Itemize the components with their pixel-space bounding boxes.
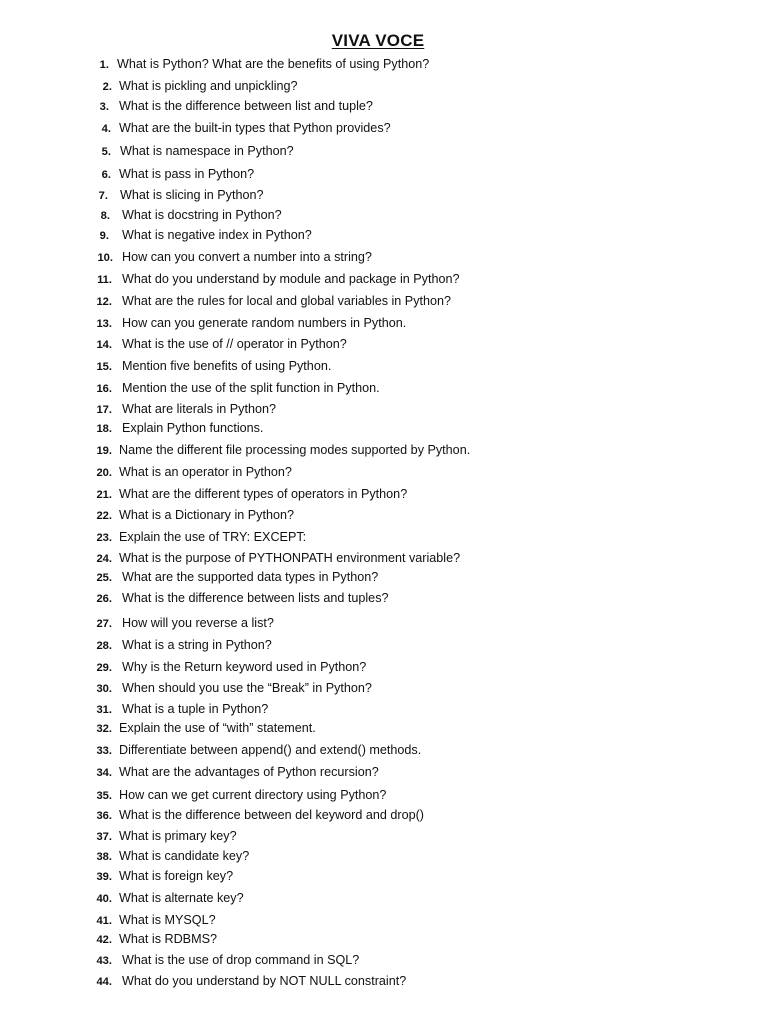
- question-item: [0, 96, 373, 116]
- question-item: [0, 740, 421, 760]
- question-item: [0, 910, 216, 930]
- question-text: Name the different file processing modes supported by Python.: [119, 443, 471, 457]
- question-text: What is the use of // operator in Python?: [122, 337, 347, 351]
- question-item: [0, 356, 331, 376]
- question-item: [0, 440, 470, 460]
- question-number: 25.: [96, 572, 112, 584]
- question-number: 34.: [96, 767, 112, 779]
- question-item: [0, 805, 424, 825]
- question-text: What is negative index in Python?: [122, 228, 312, 242]
- question-number: 35.: [96, 790, 112, 802]
- question-number: 19.: [96, 445, 112, 457]
- question-text: What are the supported data types in Python?: [122, 570, 379, 584]
- question-number: 41.: [96, 915, 112, 927]
- question-number: 12.: [96, 296, 112, 308]
- question-item: [0, 613, 274, 633]
- question-item: [0, 269, 459, 289]
- question-item: [0, 418, 263, 438]
- question-item: [0, 141, 294, 161]
- question-text: What is pass in Python?: [119, 167, 255, 181]
- question-item: [0, 567, 378, 587]
- question-number: 31.: [96, 704, 112, 716]
- question-text: What is the difference between list and tuple?: [119, 99, 373, 113]
- question-text: What is a string in Python?: [122, 638, 272, 652]
- question-item: [0, 762, 379, 782]
- question-item: [0, 718, 316, 738]
- question-text: What is RDBMS?: [119, 932, 217, 946]
- question-number: 8.: [100, 210, 110, 222]
- question-text: What is the use of drop command in SQL?: [122, 953, 360, 967]
- question-item: [0, 164, 254, 184]
- question-text: How will you reverse a list?: [122, 616, 274, 630]
- question-text: What are literals in Python?: [122, 402, 276, 416]
- question-number: 7.: [98, 190, 108, 202]
- question-number: 1.: [99, 59, 109, 71]
- question-number: 24.: [96, 553, 112, 565]
- question-item: [0, 950, 359, 970]
- question-text: Explain the use of “with” statement.: [119, 721, 316, 735]
- question-item: [0, 588, 389, 608]
- question-item: [0, 313, 406, 333]
- question-text: What is slicing in Python?: [120, 188, 264, 202]
- question-number: 30.: [96, 683, 112, 695]
- question-number: 32.: [96, 723, 112, 735]
- question-item: [0, 678, 372, 698]
- question-text: What is pickling and unpickling?: [119, 79, 298, 93]
- question-number: 42.: [96, 934, 112, 946]
- question-text: What are the rules for local and global variables in Python?: [122, 294, 452, 308]
- question-text: What is a tuple in Python?: [122, 702, 269, 716]
- question-number: 3.: [99, 101, 109, 113]
- question-item: [0, 484, 407, 504]
- question-number: 38.: [96, 851, 112, 863]
- question-text: Explain the use of TRY: EXCEPT:: [119, 530, 307, 544]
- question-number: 39.: [96, 871, 112, 883]
- question-text: What are the advantages of Python recursion?: [119, 765, 379, 779]
- question-number: 22.: [96, 510, 112, 522]
- question-text: What is Python? What are the benefits of using Python?: [117, 57, 430, 71]
- question-item: [0, 971, 406, 991]
- question-text: What is primary key?: [119, 829, 237, 843]
- question-number: 28.: [96, 640, 112, 652]
- question-text: When should you use the “Break” in Python?: [122, 681, 372, 695]
- question-number: 26.: [96, 593, 112, 605]
- question-text: Why is the Return keyword used in Python?: [122, 660, 367, 674]
- question-number: 40.: [96, 893, 112, 905]
- question-text: Explain Python functions.: [122, 421, 264, 435]
- question-item: [0, 635, 272, 655]
- question-text: What is alternate key?: [119, 891, 244, 905]
- question-text: Mention the use of the split function in Python.: [122, 381, 380, 395]
- question-number: 16.: [96, 383, 112, 395]
- question-text: How can you convert a number into a string?: [122, 250, 372, 264]
- question-item: [0, 334, 347, 354]
- question-item: [0, 54, 429, 74]
- question-text: What is docstring in Python?: [122, 208, 282, 222]
- question-number: 33.: [96, 745, 112, 757]
- question-number: 36.: [96, 810, 112, 822]
- question-text: What is foreign key?: [119, 869, 234, 883]
- question-item: [0, 505, 294, 525]
- question-text: What do you understand by module and package in Python?: [122, 272, 460, 286]
- question-number: 10.: [97, 252, 113, 264]
- question-number: 9.: [99, 230, 109, 242]
- question-text: What is MYSQL?: [119, 913, 216, 927]
- question-number: 43.: [96, 955, 112, 967]
- question-number: 21.: [96, 489, 112, 501]
- question-item: [0, 527, 306, 547]
- question-text: What is the difference between del keyword and drop(): [119, 808, 424, 822]
- question-item: [0, 866, 233, 886]
- question-item: [0, 225, 312, 245]
- question-text: What is candidate key?: [119, 849, 250, 863]
- question-number: 18.: [96, 423, 112, 435]
- question-text: What is the purpose of PYTHONPATH environment variable?: [119, 551, 461, 565]
- question-number: 27.: [96, 618, 112, 630]
- question-number: 37.: [96, 831, 112, 843]
- question-text: Mention five benefits of using Python.: [122, 359, 332, 373]
- question-item: [0, 785, 386, 805]
- question-text: How can we get current directory using Python?: [119, 788, 387, 802]
- question-text: What are the different types of operators in Python?: [119, 487, 408, 501]
- question-text: Differentiate between append() and extend() methods.: [119, 743, 422, 757]
- question-item: [0, 291, 451, 311]
- question-item: [0, 185, 264, 205]
- question-item: [0, 657, 366, 677]
- question-item: [0, 826, 237, 846]
- question-item: [0, 548, 460, 568]
- question-text: How can you generate random numbers in Python.: [122, 316, 407, 330]
- question-text: What is the difference between lists and tuples?: [122, 591, 389, 605]
- question-number: 20.: [96, 467, 112, 479]
- question-item: [0, 378, 380, 398]
- question-number: 4.: [101, 123, 111, 135]
- question-item: [0, 205, 282, 225]
- question-item: [0, 699, 268, 719]
- question-number: 5.: [101, 146, 111, 158]
- question-number: 23.: [96, 532, 112, 544]
- question-text: What do you understand by NOT NULL constraint?: [122, 974, 407, 988]
- question-number: 44.: [96, 976, 112, 988]
- question-number: 14.: [96, 339, 112, 351]
- question-item: [0, 888, 244, 908]
- page-title: [0, 31, 756, 51]
- question-number: 15.: [96, 361, 112, 373]
- question-item: [0, 118, 391, 138]
- question-number: 29.: [96, 662, 112, 674]
- question-text: What is an operator in Python?: [119, 465, 292, 479]
- question-item: [0, 929, 217, 949]
- question-item: [0, 247, 372, 267]
- question-text: What are the built-in types that Python provides?: [119, 121, 391, 135]
- question-number: 17.: [96, 404, 112, 416]
- question-text: What is namespace in Python?: [120, 144, 294, 158]
- question-text: What is a Dictionary in Python?: [119, 508, 294, 522]
- question-item: [0, 846, 249, 866]
- title-text: VIVA VOCE: [331, 31, 425, 50]
- question-item: [0, 462, 292, 482]
- question-number: 13.: [96, 318, 112, 330]
- question-item: [0, 399, 276, 419]
- question-number: 6.: [101, 169, 111, 181]
- question-number: 2.: [102, 81, 112, 93]
- question-item: [0, 76, 298, 96]
- question-number: 11.: [97, 274, 112, 286]
